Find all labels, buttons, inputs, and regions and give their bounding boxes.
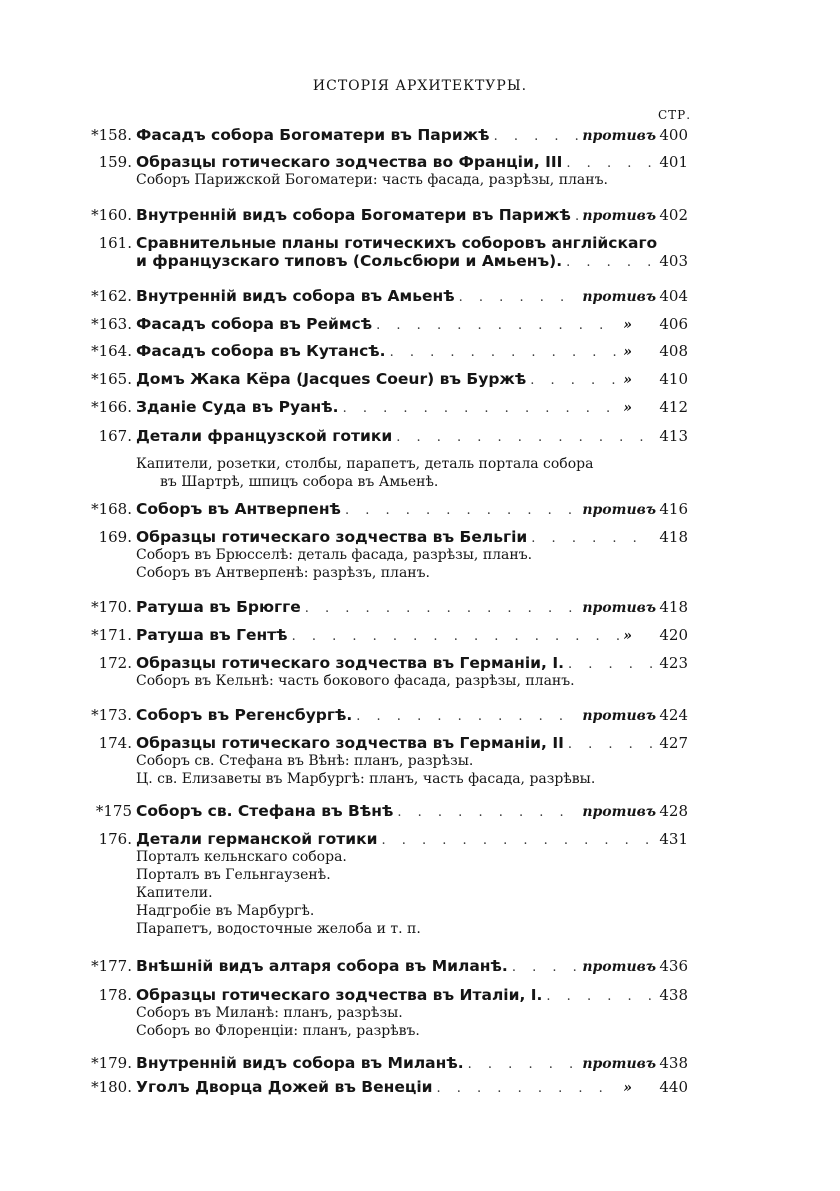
toc-entry bbox=[88, 830, 688, 938]
plate-number: *175 bbox=[95, 802, 132, 820]
plate-number: 169. bbox=[98, 528, 132, 546]
page-number: 416 bbox=[659, 500, 688, 518]
entry-title: Образцы готическаго зодчества въ Бельгіи bbox=[136, 528, 528, 546]
entry-description: Соборъ въ Антверпенѣ: разрѣзъ, планъ. bbox=[136, 565, 430, 581]
plate-number: 159. bbox=[98, 153, 132, 171]
entry-title: Сравнительные планы готическихъ соборовъ англійскаго bbox=[136, 234, 658, 252]
toc-entry bbox=[88, 654, 688, 690]
leader-dots bbox=[530, 373, 619, 388]
entry-description: въ Шартрѣ, шпицъ собора въ Амьенѣ. bbox=[160, 474, 439, 490]
toc-entry bbox=[88, 986, 688, 1040]
entry-line-continued bbox=[88, 252, 688, 270]
entry-title: Образцы готическаго зодчества въ Германіи, II bbox=[136, 734, 564, 752]
toc-entry bbox=[88, 626, 688, 644]
page-number: 413 bbox=[659, 427, 688, 445]
plate-number: 174. bbox=[98, 734, 132, 752]
entry-title: Ратуша въ Гентѣ bbox=[136, 626, 288, 644]
entry-line bbox=[88, 500, 688, 518]
ref-word: » bbox=[623, 400, 632, 416]
ref-word: противъ bbox=[582, 600, 656, 616]
entry-title: Детали германской готики bbox=[136, 830, 378, 848]
entry-line bbox=[88, 342, 688, 360]
page-number: 440 bbox=[659, 1078, 688, 1096]
leader-dots bbox=[531, 531, 654, 546]
entry-description: Соборъ Парижской Богоматери: часть фасада, разрѣзы, планъ. bbox=[136, 172, 608, 188]
plate-number: *160. bbox=[91, 206, 132, 224]
leader-dots bbox=[343, 401, 620, 416]
entry-title: Внутренній видъ собора въ Амьенѣ bbox=[136, 287, 455, 305]
leader-dots bbox=[546, 989, 654, 1004]
plate-number: *165. bbox=[91, 370, 132, 388]
leader-dots bbox=[356, 709, 578, 724]
leader-dots bbox=[512, 960, 579, 975]
plate-number: 172. bbox=[98, 654, 132, 672]
entry-title: Внѣшній видъ алтаря собора въ Миланѣ. bbox=[136, 957, 508, 975]
entry-line bbox=[88, 706, 688, 724]
toc-entry bbox=[88, 398, 688, 416]
ref-word: противъ bbox=[582, 289, 656, 305]
entry-line bbox=[88, 1078, 688, 1096]
ref-word: противъ bbox=[582, 128, 656, 144]
ref-word: противъ bbox=[582, 804, 656, 820]
leader-dots bbox=[292, 629, 620, 644]
page-number: 400 bbox=[659, 126, 688, 144]
page-number: 412 bbox=[659, 398, 688, 416]
entry-line bbox=[88, 830, 688, 848]
entry-description: Порталъ кельнскаго собора. bbox=[136, 849, 347, 865]
entry-title: Внутренній видъ собора въ Миланѣ. bbox=[136, 1054, 464, 1072]
ref-word: противъ bbox=[582, 502, 656, 518]
entry-line bbox=[88, 957, 688, 975]
entry-title: Образцы готическаго зодчества во Франціи, III bbox=[136, 153, 563, 171]
entry-line bbox=[88, 626, 688, 644]
toc-entry bbox=[88, 598, 688, 616]
page-number: 424 bbox=[659, 706, 688, 724]
plate-number: 178. bbox=[98, 986, 132, 1004]
page-number: 420 bbox=[659, 626, 688, 644]
ref-word: » bbox=[623, 344, 632, 360]
plate-number: 176. bbox=[98, 830, 132, 848]
leader-dots bbox=[566, 156, 654, 171]
page-number: 418 bbox=[659, 528, 688, 546]
entry-title: Зданіе Суда въ Руанѣ. bbox=[136, 398, 339, 416]
entry-line bbox=[88, 734, 688, 752]
toc-entry bbox=[88, 706, 688, 724]
plate-number: 167. bbox=[98, 427, 132, 445]
entry-description: Капители. bbox=[136, 885, 213, 901]
leader-dots bbox=[468, 1057, 579, 1072]
plate-number: *170. bbox=[91, 598, 132, 616]
plate-number: *164. bbox=[91, 342, 132, 360]
entry-title: Детали французской готики bbox=[136, 427, 393, 445]
page-number: 404 bbox=[659, 287, 688, 305]
entry-line bbox=[88, 427, 688, 445]
toc-entry bbox=[88, 206, 688, 224]
ref-word: противъ bbox=[582, 959, 656, 975]
entry-description: Надгробіе въ Марбургѣ. bbox=[136, 903, 315, 919]
page-number: 428 bbox=[659, 802, 688, 820]
entry-description: Соборъ въ Миланѣ: планъ, разрѣзы. bbox=[136, 1005, 403, 1021]
page-column-label: СТР. bbox=[658, 108, 692, 122]
toc-entry bbox=[88, 802, 688, 820]
leader-dots bbox=[382, 833, 655, 848]
toc-entry bbox=[88, 734, 688, 788]
leader-dots bbox=[396, 430, 654, 445]
entry-description: Ц. св. Елизаветы въ Марбургѣ: планъ, часть фасада, разрѣвы. bbox=[136, 771, 596, 787]
page-number: 406 bbox=[659, 315, 688, 333]
entry-description: Соборъ св. Стефана въ Вѣнѣ: планъ, разрѣзы. bbox=[136, 753, 474, 769]
page-number: 403 bbox=[659, 252, 688, 270]
entry-description: Соборъ во Флоренціи: планъ, разрѣвъ. bbox=[136, 1023, 420, 1039]
toc-entry bbox=[88, 1054, 688, 1072]
plate-number: *158. bbox=[91, 126, 132, 144]
entry-title: Домъ Жака Кёра (Jacques Coeur) въ Буржѣ bbox=[136, 370, 527, 388]
toc-entry bbox=[88, 287, 688, 305]
entry-title: Ратуша въ Брюгге bbox=[136, 598, 301, 616]
toc-entry bbox=[88, 315, 688, 333]
plate-number: *171. bbox=[91, 626, 132, 644]
entry-line bbox=[88, 802, 688, 820]
page-number: 438 bbox=[659, 986, 688, 1004]
toc-entry bbox=[88, 957, 688, 975]
leader-dots bbox=[568, 737, 654, 752]
leader-dots bbox=[345, 503, 578, 518]
toc-entry bbox=[88, 234, 688, 270]
entry-title: Фасадъ собора въ Реймсѣ bbox=[136, 315, 373, 333]
plate-number: *162. bbox=[91, 287, 132, 305]
entry-title: Соборъ въ Антверпенѣ bbox=[136, 500, 341, 518]
plate-number: *173. bbox=[91, 706, 132, 724]
ref-word: » bbox=[623, 1080, 632, 1096]
ref-word: противъ bbox=[582, 1056, 656, 1072]
entry-title: Образцы готическаго зодчества въ Италіи, I. bbox=[136, 986, 543, 1004]
plate-number: *168. bbox=[91, 500, 132, 518]
ref-word: » bbox=[623, 372, 632, 388]
entry-line bbox=[88, 287, 688, 305]
leader-dots bbox=[459, 290, 579, 305]
entry-line bbox=[88, 986, 688, 1004]
leader-dots bbox=[494, 129, 579, 144]
plate-number: *180. bbox=[91, 1078, 132, 1096]
entry-title: Уголъ Дворца Дожей въ Венеціи bbox=[136, 1078, 433, 1096]
leader-dots bbox=[305, 601, 579, 616]
leader-dots bbox=[437, 1081, 620, 1096]
leader-dots bbox=[575, 209, 578, 224]
page-number: 418 bbox=[659, 598, 688, 616]
page-header: ИСТОРІЯ АРХИТЕКТУРЫ. bbox=[312, 78, 528, 94]
page-number: 402 bbox=[659, 206, 688, 224]
entry-title: Фасадъ собора Богоматери въ Парижѣ bbox=[136, 126, 490, 144]
entry-title: Внутренній видъ собора Богоматери въ Парижѣ bbox=[136, 206, 571, 224]
plate-number: 161. bbox=[98, 234, 132, 252]
page-number: 408 bbox=[659, 342, 688, 360]
page-number: 423 bbox=[659, 654, 688, 672]
ref-word: » bbox=[623, 628, 632, 644]
page-number: 401 bbox=[659, 153, 688, 171]
entry-line bbox=[88, 598, 688, 616]
ref-word: противъ bbox=[582, 208, 656, 224]
toc-entry bbox=[88, 370, 688, 388]
toc-entry bbox=[88, 427, 688, 491]
entry-line bbox=[88, 1054, 688, 1072]
entry-description: Соборъ въ Кельнѣ: часть бокового фасада, разрѣзы, планъ. bbox=[136, 673, 575, 689]
plate-number: *166. bbox=[91, 398, 132, 416]
page-number: 436 bbox=[659, 957, 688, 975]
entry-line bbox=[88, 398, 688, 416]
entry-line bbox=[88, 528, 688, 546]
page-number: 438 bbox=[659, 1054, 688, 1072]
page-number: 427 bbox=[659, 734, 688, 752]
ref-word: противъ bbox=[582, 708, 656, 724]
entry-line bbox=[88, 315, 688, 333]
leader-dots bbox=[376, 318, 619, 333]
entry-description: Соборъ въ Брюсселѣ: деталь фасада, разрѣзы, планъ. bbox=[136, 547, 533, 563]
entry-title: Образцы готическаго зодчества въ Германіи, I. bbox=[136, 654, 564, 672]
entry-line bbox=[88, 206, 688, 224]
leader-dots bbox=[397, 805, 578, 820]
entry-title-continued: и французскаго типовъ (Сольсбюри и Амьенъ). bbox=[136, 252, 563, 270]
entry-title: Соборъ св. Стефана въ Вѣнѣ bbox=[136, 802, 394, 820]
toc-entry bbox=[88, 153, 688, 189]
entry-line bbox=[88, 234, 688, 252]
page-number: 410 bbox=[659, 370, 688, 388]
toc-entry bbox=[88, 528, 688, 582]
entry-description: Капители, розетки, столбы, парапетъ, деталь портала собора bbox=[136, 456, 594, 472]
entry-description: Порталъ въ Гельнгаузенѣ. bbox=[136, 867, 331, 883]
toc-entry bbox=[88, 126, 688, 144]
entry-line bbox=[88, 654, 688, 672]
toc-entry bbox=[88, 1078, 688, 1096]
entry-line bbox=[88, 153, 688, 171]
entry-line bbox=[88, 126, 688, 144]
toc-entry bbox=[88, 342, 688, 360]
entry-line bbox=[88, 370, 688, 388]
plate-number: *179. bbox=[91, 1054, 132, 1072]
leader-dots bbox=[566, 255, 654, 270]
entry-title: Фасадъ собора въ Кутансѣ. bbox=[136, 342, 386, 360]
page-number: 431 bbox=[659, 830, 688, 848]
plate-number: *163. bbox=[91, 315, 132, 333]
ref-word: » bbox=[623, 317, 632, 333]
entry-title: Соборъ въ Регенсбургѣ. bbox=[136, 706, 353, 724]
leader-dots bbox=[390, 345, 620, 360]
entry-description: Парапетъ, водосточные желоба и т. п. bbox=[136, 921, 421, 937]
plate-number: *177. bbox=[91, 957, 132, 975]
leader-dots bbox=[568, 657, 654, 672]
toc-entry bbox=[88, 500, 688, 518]
